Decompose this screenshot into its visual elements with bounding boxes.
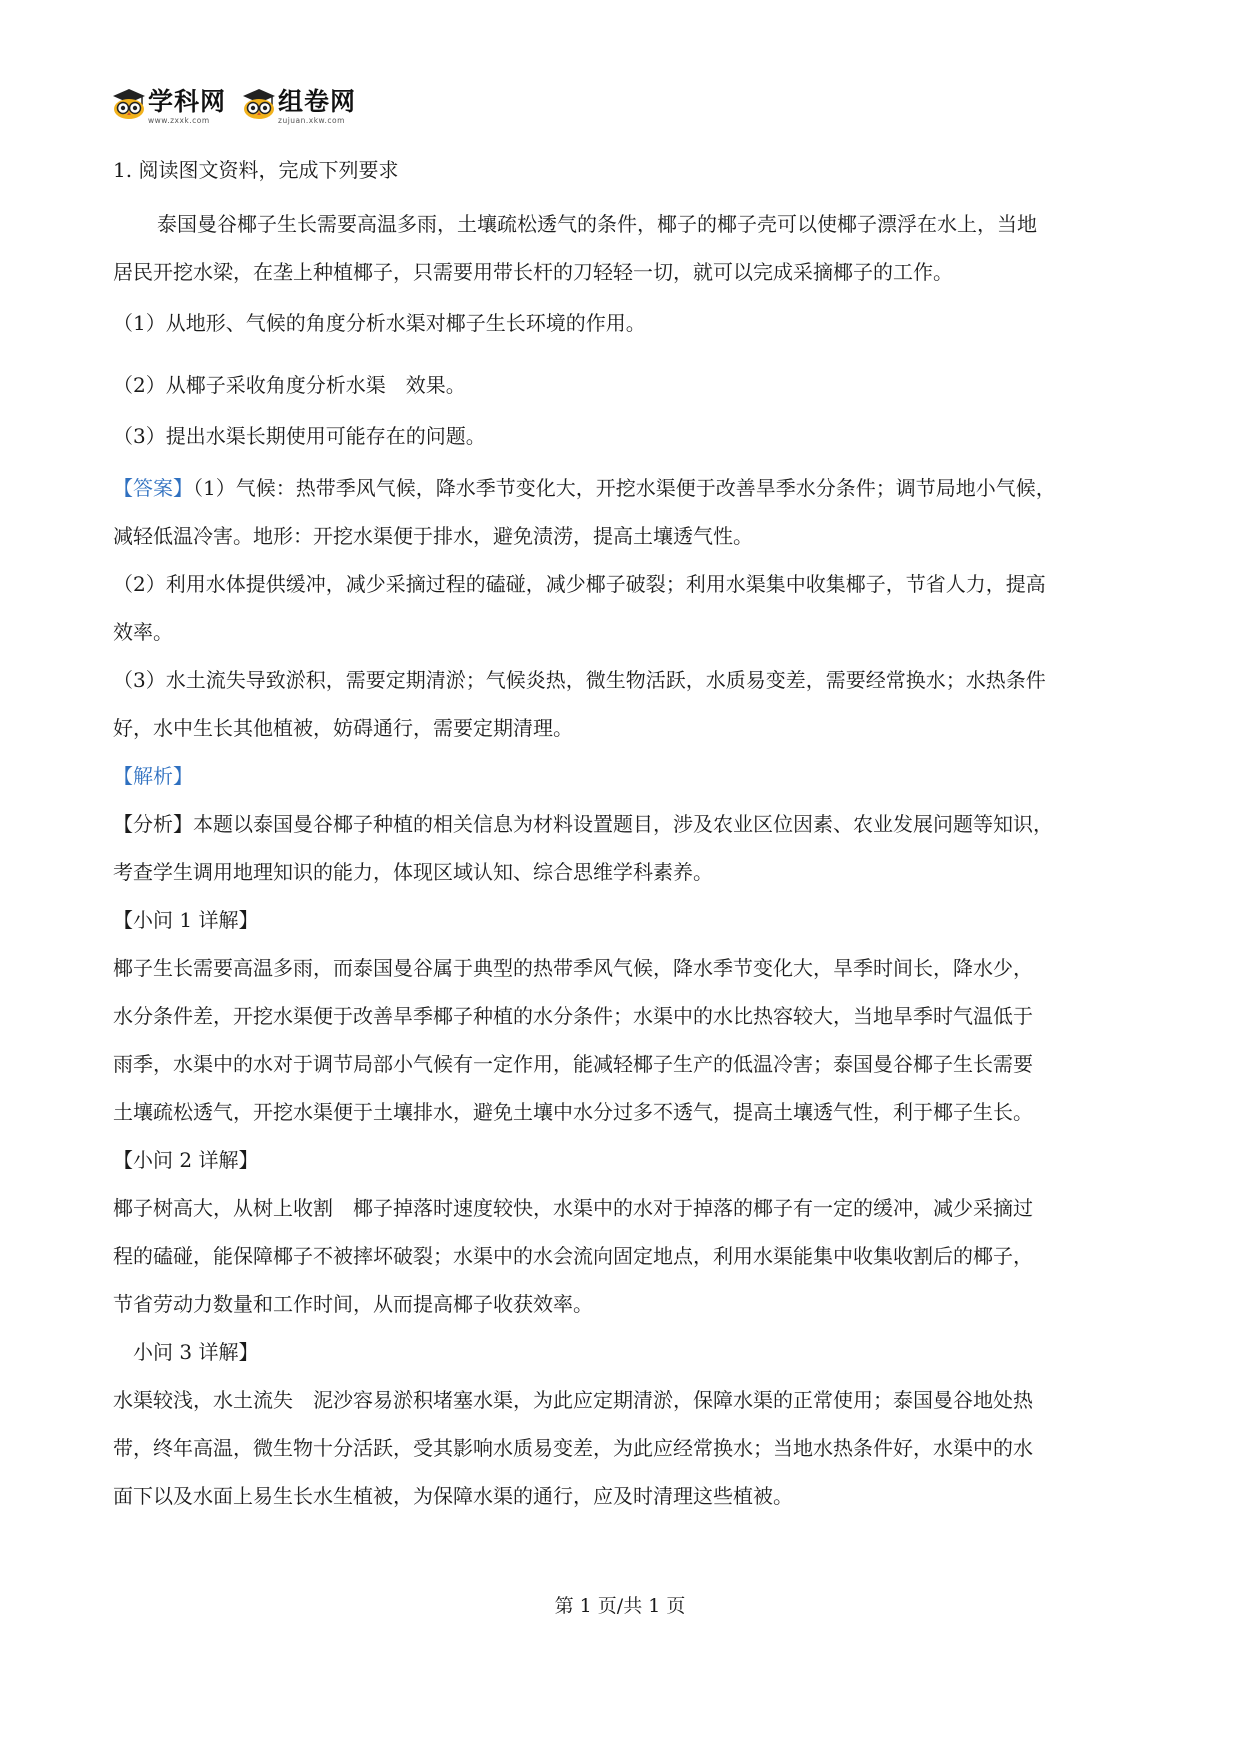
logo-url: www.zxxk.com <box>148 116 210 125</box>
material-text: 居民开挖水梁，在垄上种植椰子，只需要用带长杆的刀轻轻一切，就可以完成采摘椰子的工作。 <box>113 260 953 284</box>
detail-text: 水渠较浅，水土流失 泥沙容易淤积堵塞水渠，为此应定期清淤，保障水渠的正常使用；泰国曼谷地处热 <box>113 1388 1033 1412</box>
answer-text: 好，水中生长其他植被，妨碍通行，需要定期清理。 <box>113 716 573 740</box>
analysis-label: 【解析】 <box>113 764 193 788</box>
zujuan-logo[interactable] <box>242 88 356 125</box>
sub-question-1: （1）从地形、气候的角度分析水渠对椰子生长环境的作用。 <box>113 311 646 335</box>
material-text: 泰国曼谷椰子生长需要高温多雨，土壤疏松透气的条件，椰子的椰子壳可以使椰子漂浮在水上，当地 <box>157 212 1037 236</box>
answer-text: （2）利用水体提供缓冲，减少采摘过程的磕碰，减少椰子破裂；利用水渠集中收集椰子，节省人力，提高 <box>113 572 1046 596</box>
detail-text: 程的磕碰，能保障椰子不被摔坏破裂；水渠中的水会流向固定地点，利用水渠能集中收集收割后的椰子， <box>113 1244 1033 1268</box>
detail-3-title: 小问 3 详解】 <box>113 1340 259 1364</box>
answer-line <box>113 475 1056 501</box>
owl-mascot-icon <box>112 88 146 120</box>
logo-name: 组卷网 <box>278 87 357 116</box>
sub-question-2: （2）从椰子采收角度分析水渠 效果。 <box>113 373 466 397</box>
zxxk-logo[interactable] <box>112 88 226 125</box>
answer-label: 【答案】 <box>113 476 193 500</box>
detail-1-title: 【小问 1 详解】 <box>113 908 259 932</box>
answer-text: 效率。 <box>113 620 173 644</box>
answer-text: （1）气候：热带季风气候，降水季节变化大，开挖水渠便于改善旱季水分条件；调节局地小气候， <box>193 476 1056 500</box>
detail-text: 土壤疏松透气，开挖水渠便于土壤排水，避免土壤中水分过多不透气，提高土壤透气性，利于椰子生长。 <box>113 1100 1033 1124</box>
logo-url: zujuan.xkw.com <box>278 116 345 125</box>
question-title: 1. 阅读图文资料，完成下列要求 <box>113 158 399 182</box>
detail-text: 面下以及水面上易生长水生植被，为保障水渠的通行，应及时清理这些植被。 <box>113 1484 793 1508</box>
detail-2-title: 【小问 2 详解】 <box>113 1148 259 1172</box>
header-logos <box>112 88 356 125</box>
analysis-text: 【分析】本题以泰国曼谷椰子种植的相关信息为材料设置题目，涉及农业区位因素、农业发展问题等知识， <box>113 812 1053 836</box>
detail-text: 水分条件差，开挖水渠便于改善旱季椰子种植的水分条件；水渠中的水比热容较大，当地旱季时气温低于 <box>113 1004 1033 1028</box>
sub-question-3: （3）提出水渠长期使用可能存在的问题。 <box>113 424 486 448</box>
answer-text: 减轻低温冷害。地形：开挖水渠便于排水，避免渍涝，提高土壤透气性。 <box>113 524 753 548</box>
detail-text: 带，终年高温，微生物十分活跃，受其影响水质易变差，为此应经常换水；当地水热条件好，水渠中的水 <box>113 1436 1033 1460</box>
logo-name: 学科网 <box>148 87 227 116</box>
detail-text: 椰子生长需要高温多雨，而泰国曼谷属于典型的热带季风气候，降水季节变化大，旱季时间长，降水少， <box>113 956 1033 980</box>
page-number: 第 1 页/共 1 页 <box>554 1595 686 1617</box>
detail-text: 椰子树高大，从树上收割 椰子掉落时速度较快，水渠中的水对于掉落的椰子有一定的缓冲，减少采摘过 <box>113 1196 1033 1220</box>
detail-text: 节省劳动力数量和工作时间，从而提高椰子收获效率。 <box>113 1292 593 1316</box>
detail-text: 雨季，水渠中的水对于调节局部小气候有一定作用，能减轻椰子生产的低温冷害；泰国曼谷椰子生长需要 <box>113 1052 1033 1076</box>
owl-mascot-icon <box>242 88 276 120</box>
answer-text: （3）水土流失导致淤积，需要定期清淤；气候炎热，微生物活跃，水质易变差，需要经常换水；水热条件 <box>113 668 1046 692</box>
analysis-text: 考查学生调用地理知识的能力，体现区域认知、综合思维学科素养。 <box>113 860 713 884</box>
